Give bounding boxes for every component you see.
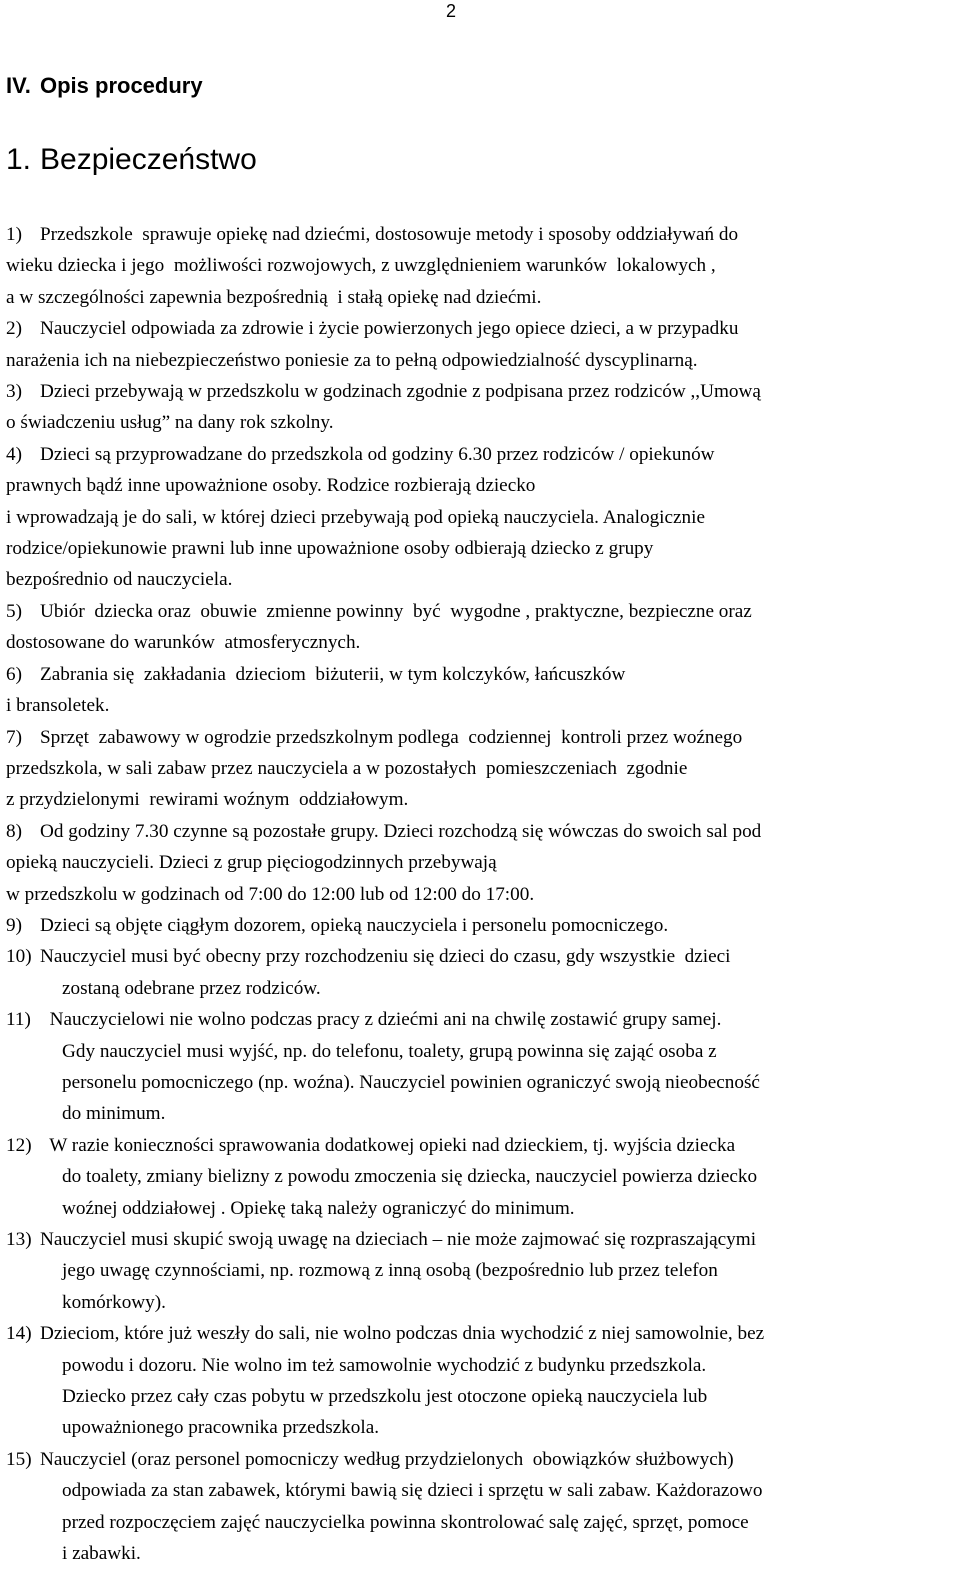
list-item-text	[6, 439, 946, 596]
text-line: Nauczycielowi nie wolno podczas pracy z dziećmi ani na chwilę zostawić grupy samej.	[40, 1009, 722, 1031]
text-line: narażenia ich na niebezpieczeństwo poniesie za to pełną odpowiedzialność dyscyplinarną.	[6, 349, 698, 371]
page-number: 2	[446, 1, 457, 21]
list-item	[6, 1130, 946, 1224]
list-item-number: 4)	[6, 443, 22, 465]
text-line: Nauczyciel (oraz personel pomocniczy według przydzielonych obowiązków służbowych)	[40, 1448, 734, 1470]
list-item-number: 1)	[6, 224, 22, 245]
list-item-text	[6, 376, 946, 439]
text-line: do minimum.	[62, 1103, 166, 1125]
text-line: z przydzielonymi rewirami woźnym oddziałowym.	[6, 789, 409, 811]
section-number: IV.	[6, 73, 31, 98]
list-item-text	[40, 1130, 946, 1224]
list-item-text	[6, 313, 946, 376]
text-line: odpowiada za stan zabawek, którymi bawią się dzieci i sprzętu w sali zabaw. Każdorazowo	[62, 1480, 763, 1502]
list-item	[6, 941, 946, 1004]
text-line: Zabrania się zakładania dzieciom biżuterii, w tym kolczyków, łańcuszków	[40, 663, 626, 685]
text-line: Dziecko przez cały czas pobytu w przedszkolu jest otoczone opieką nauczyciela lub	[62, 1386, 708, 1408]
text-line: woźnej oddziałowej . Opiekę taką należy ograniczyć do minimum.	[62, 1197, 575, 1219]
list-item-number: 7)	[6, 726, 22, 748]
list-item-text	[40, 1318, 946, 1444]
section-heading	[6, 72, 203, 100]
text-line: zostaną odebrane przez rodziców.	[62, 977, 321, 999]
list-item	[6, 722, 946, 816]
text-line: prawnych bądź inne upoważnione osoby. Rodzice rozbierają dziecko	[6, 475, 536, 497]
list-item-number: 10)	[6, 946, 32, 968]
text-line: Dzieci są przyprowadzane do przedszkola od godziny 6.30 przez rodziców / opiekunów	[40, 443, 715, 465]
list-item	[6, 376, 946, 439]
list-item	[6, 596, 946, 659]
list-item-text	[6, 659, 946, 722]
text-line: Dzieci są objęte ciągłym dozorem, opieką nauczyciela i personelu pomocniczego.	[40, 914, 669, 936]
list-item-number: 3)	[6, 381, 22, 403]
list-item	[6, 313, 946, 376]
list-item-text	[40, 1444, 946, 1570]
list-item-number: 8)	[6, 820, 22, 842]
list-item-text	[40, 1004, 946, 1130]
text-line: jego uwagę czynnościami, np. rozmową z inną osobą (bezpośrednio lub przez telefon	[62, 1260, 718, 1282]
text-line: o świadczeniu usług” na dany rok szkolny.	[6, 412, 334, 434]
list-item-number: 5)	[6, 600, 22, 622]
text-line: i zabawki.	[62, 1543, 141, 1565]
subsection-title: Bezpieczeństwo	[40, 143, 257, 176]
list-item-number: 11)	[6, 1009, 31, 1031]
list-item	[6, 1318, 946, 1444]
list-item-number: 6)	[6, 663, 22, 685]
list-item	[6, 1224, 946, 1318]
text-line: przed rozpoczęciem zajęć nauczycielka powinna skontrolować salę zajęć, sprzęt, pomoce	[62, 1511, 749, 1533]
list-item-text	[6, 816, 946, 910]
list-item	[6, 816, 946, 910]
list-item	[6, 1444, 946, 1570]
text-line: Dzieciom, które już weszły do sali, nie wolno podczas dnia wychodzić z niej samowolnie, bez	[40, 1323, 765, 1345]
list-item-text	[6, 219, 946, 313]
procedure-list	[6, 219, 946, 1569]
text-line: a w szczególności zapewnia bezpośrednią i stałą opiekę nad dziećmi.	[6, 286, 542, 308]
text-line: i bransoletek.	[6, 695, 110, 717]
text-line: bezpośrednio od nauczyciela.	[6, 569, 233, 591]
list-item-text	[40, 910, 946, 941]
list-item	[6, 1004, 946, 1130]
text-line: powodu i dozoru. Nie wolno im też samowolnie wychodzić z budynku przedszkola.	[62, 1354, 707, 1376]
text-line: w przedszkolu w godzinach od 7:00 do 12:00 lub od 12:00 do 17:00.	[6, 883, 535, 905]
list-item	[6, 910, 946, 941]
list-item-text	[40, 941, 946, 1004]
text-line: Od godziny 7.30 czynne są pozostałe grupy. Dzieci rozchodzą się wówczas do swoich sal pod	[40, 820, 762, 842]
list-item	[6, 219, 946, 313]
list-item-number: 13)	[6, 1229, 32, 1250]
text-line: personelu pomocniczego (np. woźna). Nauczyciel powinien ograniczyć swoją nieobecność	[62, 1071, 760, 1093]
list-item-number: 14)	[6, 1323, 32, 1345]
list-item-number: 15)	[6, 1448, 32, 1470]
text-line: opieką nauczycieli. Dzieci z grup pięciogodzinnych przebywają	[6, 852, 497, 874]
text-line: Gdy nauczyciel musi wyjść, np. do telefonu, toalety, grupą powinna się zająć osoba z	[62, 1040, 717, 1062]
list-item-text	[6, 596, 946, 659]
text-line: Nauczyciel musi być obecny przy rozchodzeniu się dzieci do czasu, gdy wszystkie dzieci	[40, 946, 731, 968]
text-line: upoważnionego pracownika przedszkola.	[62, 1417, 380, 1439]
list-item-number: 12)	[6, 1134, 32, 1156]
text-line: W razie konieczności sprawowania dodatkowej opieki nad dzieckiem, tj. wyjścia dziecka	[40, 1134, 736, 1156]
text-line: rodzice/opiekunowie prawni lub inne upoważnione osoby odbierają dziecko z grupy	[6, 538, 654, 560]
list-item-text	[40, 1224, 946, 1318]
list-item-number: 2)	[6, 318, 22, 340]
subsection-number: 1.	[6, 143, 32, 176]
list-item	[6, 659, 946, 722]
text-line: przedszkola, w sali zabaw przez nauczyciela a w pozostałych pomieszczeniach zgodnie	[6, 757, 688, 779]
list-item	[6, 439, 946, 596]
list-item-number: 9)	[6, 914, 22, 936]
text-line: Dzieci przebywają w przedszkolu w godzinach zgodnie z podpisana przez rodziców ,,Umową	[40, 381, 761, 403]
subsection-heading	[6, 142, 257, 178]
text-line: Ubiór dziecka oraz obuwie zmienne powinny być wygodne , praktyczne, bezpieczne oraz	[40, 600, 752, 622]
text-line: Nauczyciel odpowiada za zdrowie i życie powierzonych jego opiece dzieci, a w przypadku	[40, 318, 739, 340]
text-line: dostosowane do warunków atmosferycznych.	[6, 632, 361, 654]
text-line: Nauczyciel musi skupić swoją uwagę na dzieciach – nie może zajmować się rozpraszającymi	[40, 1229, 757, 1250]
list-item-text	[6, 722, 946, 816]
text-line: do toalety, zmiany bielizny z powodu zmoczenia się dziecka, nauczyciel powierza dziecko	[62, 1166, 758, 1188]
text-line: wieku dziecka i jego możliwości rozwojowych, z uwzględnieniem warunków lokalowych ,	[6, 255, 716, 277]
text-line: Przedszkole sprawuje opiekę nad dziećmi, dostosowuje metody i sposoby oddziaływań do	[40, 224, 739, 245]
text-line: Sprzęt zabawowy w ogrodzie przedszkolnym podlega codziennej kontroli przez woźnego	[40, 726, 743, 748]
section-title: Opis procedury	[40, 73, 203, 98]
text-line: komórkowy).	[62, 1291, 166, 1313]
text-line: i wprowadzają je do sali, w której dzieci przebywają pod opieką nauczyciela. Analogicznie	[6, 506, 705, 528]
